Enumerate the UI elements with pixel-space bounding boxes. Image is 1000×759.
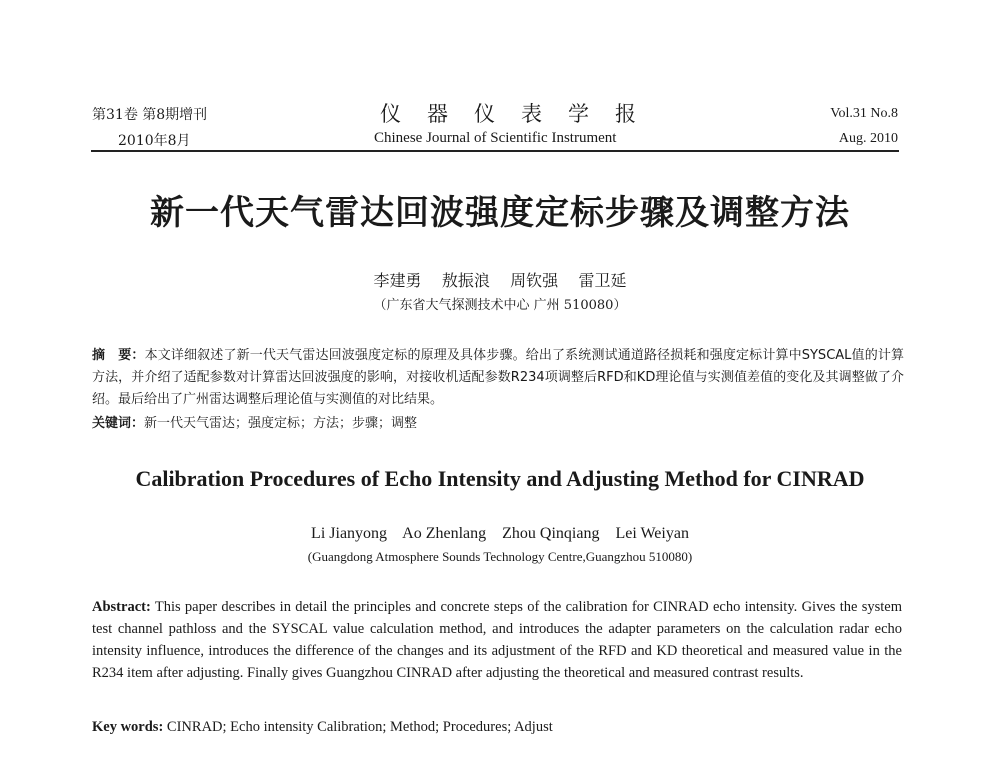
abstract-en-label: Abstract: (92, 599, 151, 615)
abstract-cn-label: 摘 要： (92, 348, 145, 363)
authors-cn: 李建勇 敖振浪 周钦强 雷卫延 (373, 271, 627, 290)
keywords-en-text: CINRAD; Echo intensity Calibration; Method; Procedures; Adjust (166, 719, 553, 735)
paper-title-cn: 新一代天气雷达回波强度定标步骤及调整方法 (150, 193, 850, 233)
affiliation-en: (Guangdong Atmosphere Sounds Technology Centre,Guangzhou 510080) (307, 549, 693, 564)
journal-title-cn: 仪器仪表学报 (380, 102, 662, 126)
keywords-en-label: Key words: (92, 719, 164, 735)
abstract-en-text: This paper describes in detail the principles and concrete steps of the calibration for CINRAD echo intensity. Gives the system test channel pathloss and the SYSCAL value calculation method, and introduces the adapter parameters on the calculation radar echo intensity influence, introduces the difference of the changes and its adjustment of the RFD and KD theoretical and measured value in the R234 item after adjusting. Finally gives Guangzhou CINRAD after adjusting the theoretical and measured contrast results. (92, 599, 902, 681)
keywords-cn-text: 新一代天气雷达；强度定标；方法；步骤；调整 (144, 416, 418, 431)
journal-title-en: Chinese Journal of Scientific Instrument (374, 130, 617, 146)
abstract-cn (92, 345, 904, 411)
abstract-cn-text: 本文详细叙述了新一代天气雷达回波强度定标的原理及具体步骤。给出了系统测试通道路径损耗和强度定标计算中SYSCAL值的计算方法，并介绍了适配参数对计算雷达回波强度的影响，对接收机适配参数R234项调整后RFD和KD理论值与实测值差值的变化及其调整做了介绍。最后给出了广州雷达调整后理论值与实测值的对比结果。 (92, 348, 904, 407)
paper-title-en: Calibration Procedures of Echo Intensity and Adjusting Method for CINRAD (135, 466, 865, 491)
affiliation-cn: （广东省大气探测技术中心 广州 510080） (373, 298, 627, 313)
header-volume-cn: 第31卷 第8期增刊 (92, 107, 208, 123)
header-rule (91, 150, 899, 152)
abstract-en (92, 596, 902, 684)
authors-en: Li Jianyong Ao Zhenlang Zhou Qinqiang Lei Weiyan (311, 525, 689, 542)
header-date-cn: 2010年8月 (118, 133, 191, 149)
keywords-en (92, 716, 902, 738)
header-volume-en: Vol.31 No.8 (830, 106, 898, 121)
header-date-en: Aug. 2010 (838, 131, 898, 146)
keywords-cn-label: 关键词： (92, 416, 145, 431)
keywords-cn (92, 414, 904, 434)
